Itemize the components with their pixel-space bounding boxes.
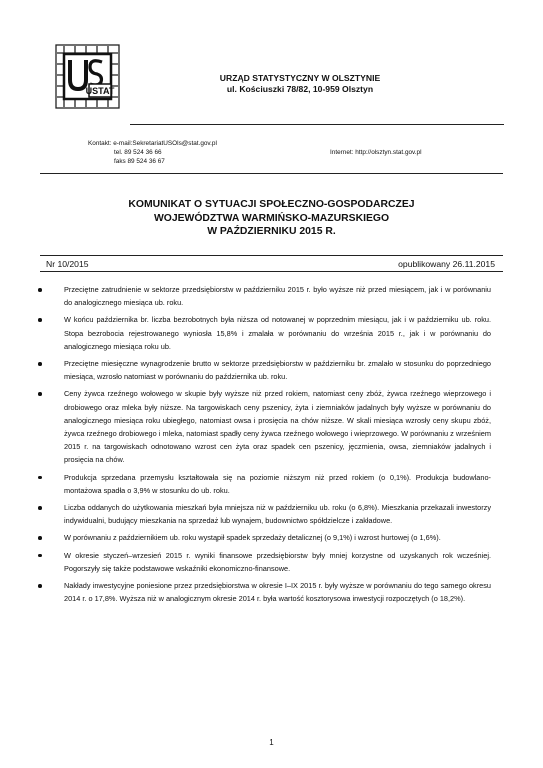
contact-internet: Internet: http://olsztyn.stat.gov.pl	[330, 149, 422, 156]
page-number: 1	[269, 738, 274, 747]
list-item	[36, 471, 491, 497]
list-item-text: Liczba oddanych do użytkowania mieszkań była mniejsza niż w październiku ub. roku (o 6,8%). Mieszkania przekazali inwestorzy indywidualni, budujący mieszkania na sprzedaż lub wynajem, budownictwo spółdzielcze i zakładowe.	[64, 503, 491, 526]
list-item	[36, 549, 491, 575]
list-item	[36, 387, 491, 466]
bullet-icon	[38, 362, 42, 366]
list-item	[36, 357, 491, 383]
contact-email: Kontakt: e-mail:SekretariatUSOls@stat.gov.pl	[88, 140, 217, 147]
contact-divider	[40, 173, 503, 174]
list-item-text: W końcu października br. liczba bezrobotnych była niższa od notowanej w poprzednim miesiącu, jak i w październiku ub. roku. Stopa bezrobocia rejestrowanego wyniosła 15,8% i zmalała w porównaniu do września 2015 r., jak i w porównaniu do analogicznego miesiąca roku ub.	[64, 315, 491, 351]
contact-block	[88, 140, 217, 166]
list-item-text: Przeciętne zatrudnienie w sektorze przedsiębiorstw w październiku 2015 r. było wyższe niż przed miesiącem, jak i w porównaniu do analogicznego miesiąca ub. roku.	[64, 285, 491, 308]
contact-fax: faks 89 524 36 67	[114, 157, 165, 165]
bullet-icon	[38, 584, 42, 588]
institution-address: ul. Kościuszki 78/82, 10-959 Olsztyn	[226, 84, 374, 94]
list-item-text: Ceny żywca rzeźnego wołowego w skupie były wyższe niż przed rokiem, natomiast ceny zbóż, żywca rzeźnego wieprzowego i drobiowego oraz mleka były niższe. Na targowiskach ceny pszenicy, żyta i ziemniaków jadalnych były wyższe w porównaniu do analogicznego miesiąca roku ubiegłego, natomiast owsa i prosięcia na chów niższe. W skali miesiąca wzrosły ceny skupu zbóż, żywca rzeźnego drobiowego i mleka, natomiast spadły ceny żywca rzeźnego wołowego i wieprzowego. W porównaniu z wrześniem 2015 r. na targowiskach odnotowano wzrost cen żyta oraz spadek cen pszenicy, jęczmienia, owsa, ziemniaków jadalnych i prosięcia na chów.	[64, 389, 491, 465]
header-divider	[130, 124, 504, 125]
contact-phone: tel. 89 524 36 66	[114, 148, 162, 156]
list-item	[36, 283, 491, 309]
title-line-3: W PAŹDZIERNIKU 2015 R.	[207, 226, 336, 237]
institution-header	[130, 73, 470, 95]
meta-bottom-divider	[40, 271, 503, 272]
bullet-icon	[38, 536, 42, 540]
list-item-text: W porównaniu z październikiem ub. roku wystąpił spadek sprzedaży detalicznej (o 9,1%) i wzrost hurtowej (o 1,6%).	[64, 533, 441, 543]
title-line-2: WOJEWÓDZTWA WARMIŃSKO-MAZURSKIEGO	[153, 212, 390, 224]
summary-list	[36, 283, 491, 609]
list-item	[36, 313, 491, 353]
list-item-text: W okresie styczeń–wrzesień 2015 r. wyniki finansowe przedsiębiorstw były mniej korzystne od uzyskanych rok wcześniej. Pogorszyły się także podstawowe wskaźniki ekonomiczno-finansowe.	[64, 550, 491, 573]
title-line-1: KOMUNIKAT O SYTUACJI SPOŁECZNO-GOSPODARCZEJ	[128, 199, 415, 210]
bullet-icon	[38, 392, 42, 396]
ustat-logo-graphic	[55, 44, 120, 109]
ustat-logo	[55, 44, 120, 109]
bullet-icon	[38, 476, 42, 480]
document-title	[40, 198, 503, 239]
institution-name: URZĄD STATYSTYCZNY W OLSZTYNIE	[219, 73, 381, 83]
issue-number: Nr 10/2015	[46, 259, 89, 269]
bullet-icon	[38, 318, 42, 322]
list-item	[36, 531, 491, 544]
meta-top-divider	[40, 255, 503, 256]
list-item	[36, 501, 491, 527]
list-item-text: Przeciętne miesięczne wynagrodzenie brutto w sektorze przedsiębiorstw w październiku br. zmalało w stosunku do poprzedniego miesiąca, wzrosło natomiast w porównaniu do października ub. roku.	[64, 359, 491, 382]
logo-text: USTAT	[85, 86, 115, 96]
list-item	[36, 579, 491, 605]
bullet-icon	[38, 506, 42, 510]
bullet-icon	[38, 288, 42, 292]
bullet-icon	[38, 554, 42, 558]
list-item-text: Nakłady inwestycyjne poniesione przez przedsiębiorstwa w okresie I–IX 2015 r. były wyższe w porównaniu do tego samego okresu 2014 r. o 17,8%. Wyższa niż w analogicznym okresie 2014 r. była wartość kosztorysowa inwestycji rozpoczętych (o 18,2%).	[64, 581, 491, 604]
publication-date: opublikowany 26.11.2015	[398, 259, 495, 269]
list-item-text: Produkcja sprzedana przemysłu kształtowała się na poziomie niższym niż przed rokiem (o 0,1%). Produkcja budowlano-montażowa spadła o 3,9% w stosunku do ub. roku.	[64, 472, 491, 495]
